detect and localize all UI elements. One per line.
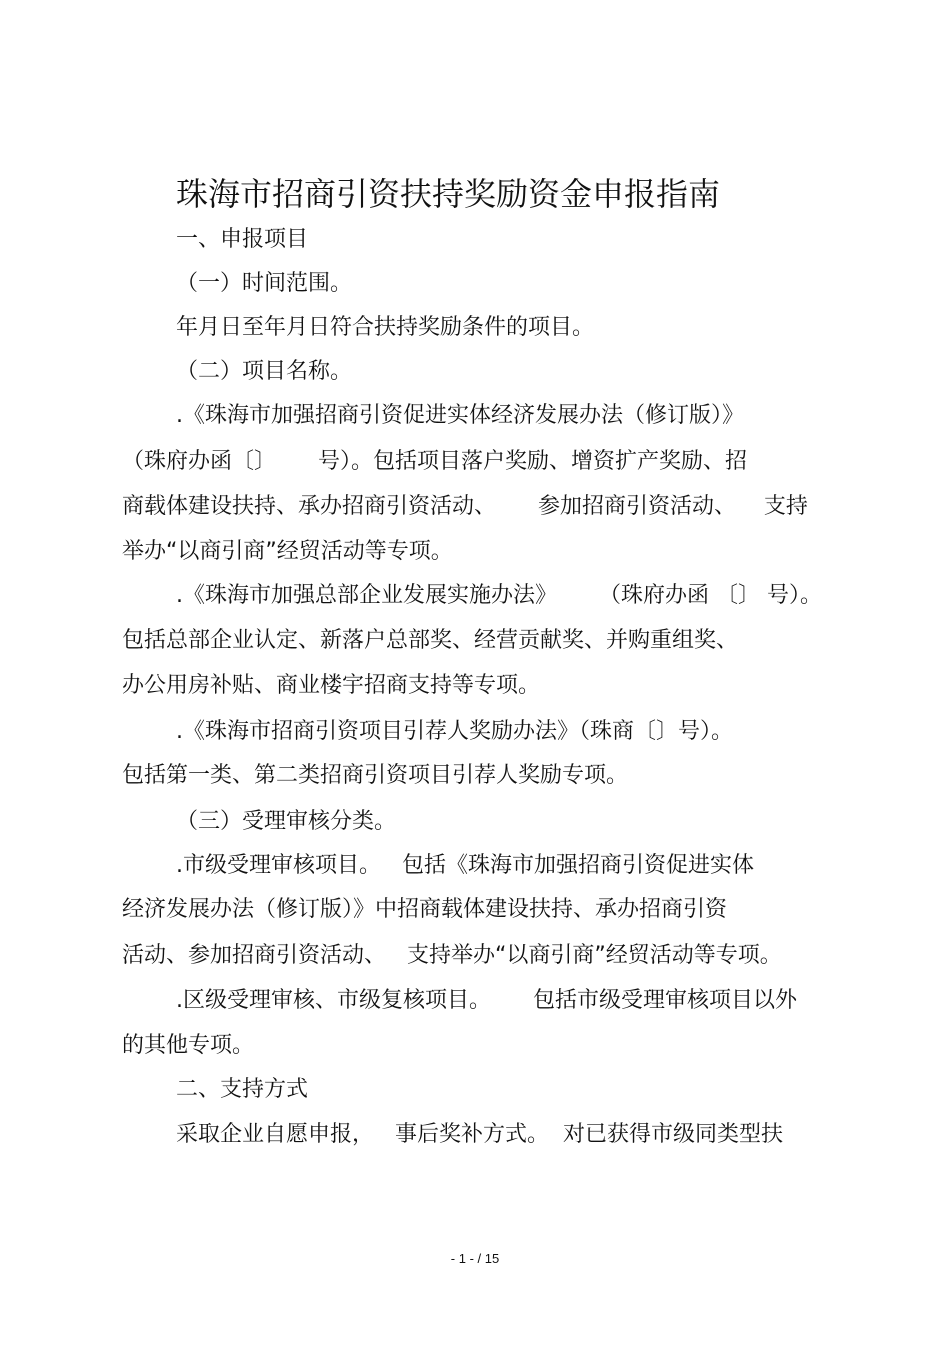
paragraph-line: 办公用房补贴、商业楼宇招商支持等专项。 xyxy=(122,673,541,698)
page-number: - 1 - / 15 xyxy=(450,1251,500,1266)
subsection-heading-1: （一）时间范围。 xyxy=(176,271,353,296)
paragraph-line: 年月日至年月日符合扶持奖励条件的项目。 xyxy=(176,315,595,340)
paragraph-line: .《珠海市加强招商引资促进实体经济发展办法（修订版）》 xyxy=(176,403,744,428)
paragraph-line: 活动、参加招商引资活动、 支持举办“以商引商”经贸活动等专项。 xyxy=(122,943,782,968)
paragraph-line: （珠府办函〔〕 号）。包括项目落户奖励、增资扩产奖励、招 xyxy=(122,449,747,474)
paragraph-line: 的其他专项。 xyxy=(122,1033,255,1058)
document-title: 珠海市招商引资扶持奖励资金申报指南 xyxy=(176,175,721,213)
paragraph-line: 商载体建设扶持、承办招商引资活动、 参加招商引资活动、 支持 xyxy=(122,494,808,519)
section-heading-1: 一、申报项目 xyxy=(176,227,309,252)
paragraph-line: .区级受理审核、市级复核项目。 包括市级受理审核项目以外 xyxy=(176,988,797,1013)
paragraph-line: .《珠海市招商引资项目引荐人奖励办法》（珠商〔〕号）。 xyxy=(176,719,733,744)
paragraph-line: 包括总部企业认定、新落户总部奖、经营贡献奖、并购重组奖、 xyxy=(122,628,739,653)
subsection-heading-2: （二）项目名称。 xyxy=(176,359,353,384)
paragraph-line: 采取企业自愿申报， 事后奖补方式。 对已获得市级同类型扶 xyxy=(176,1122,783,1147)
paragraph-line: 经济发展办法（修订版）》中招商载体建设扶持、承办招商引资 xyxy=(122,897,728,922)
subsection-heading-3: （三）受理审核分类。 xyxy=(176,809,397,834)
paragraph-line: .市级受理审核项目。 包括《珠海市加强招商引资促进实体 xyxy=(176,853,754,878)
paragraph-line: 举办“以商引商”经贸活动等专项。 xyxy=(122,539,453,564)
section-heading-2: 二、支持方式 xyxy=(176,1077,309,1102)
paragraph-line: .《珠海市加强总部企业发展实施办法》 （珠府办函 〔〕 号）。 xyxy=(176,583,822,608)
paragraph-line: 包括第一类、第二类招商引资项目引荐人奖励专项。 xyxy=(122,763,629,788)
